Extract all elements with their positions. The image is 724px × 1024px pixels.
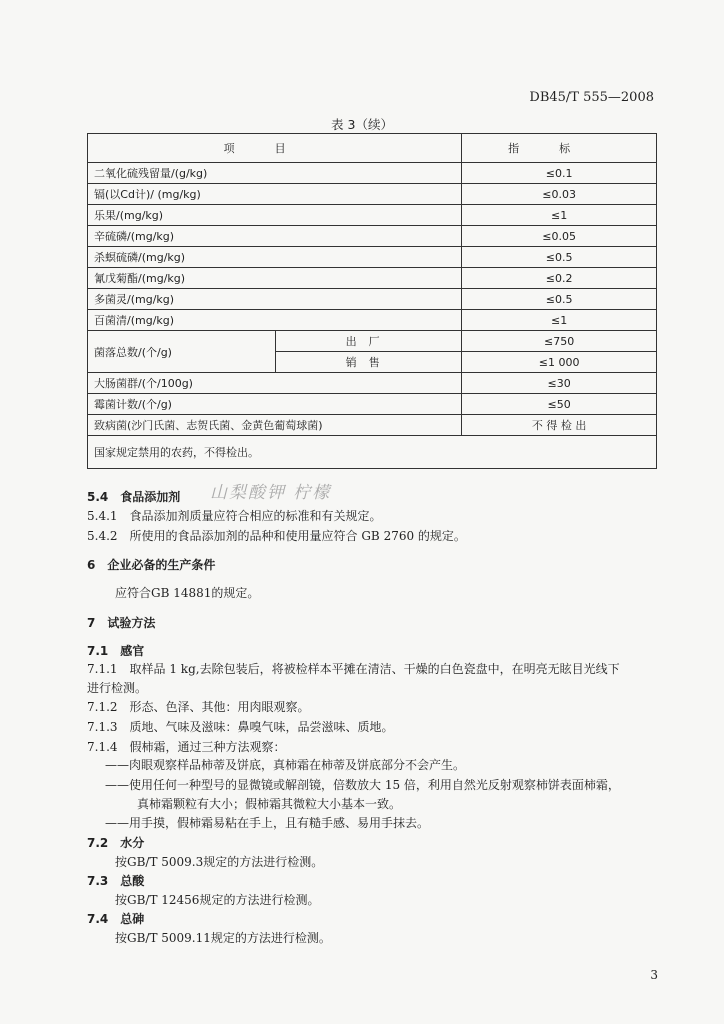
table-row: 二氧化硫残留量/(g/kg) ≤0.1 bbox=[88, 163, 657, 184]
table-row: 氰戊菊酯/(mg/kg) ≤0.2 bbox=[88, 268, 657, 289]
paragraph: 5.4.1 食品添加剂质量应符合相应的标准和有关规定。 bbox=[87, 509, 382, 523]
list-item: ——使用任何一种型号的显微镜或解剖镜，倍数放大 15 倍，利用自然光反射观察柿饼表面柿霜， bbox=[105, 778, 620, 792]
paragraph: 应符合GB 14881的规定。 bbox=[115, 586, 260, 600]
table-row: 辛硫磷/(mg/kg) ≤0.05 bbox=[88, 226, 657, 247]
table-row: 大肠菌群/(个/100g) ≤30 bbox=[88, 373, 657, 394]
spec-table bbox=[87, 133, 657, 469]
table-caption: 表 3（续） bbox=[331, 117, 393, 132]
column-header-item: 项目 bbox=[88, 134, 462, 163]
paragraph: 按GB/T 12456规定的方法进行检测。 bbox=[115, 893, 320, 907]
table-row: 霉菌计数/(个/g) ≤50 bbox=[88, 394, 657, 415]
paragraph: 按GB/T 5009.3规定的方法进行检测。 bbox=[115, 855, 324, 869]
table-row: 菌落总数/(个/g) 出厂 ≤750 bbox=[88, 331, 657, 352]
paragraph: 7.1.2 形态、色泽、其他：用肉眼观察。 bbox=[87, 700, 310, 714]
table-header bbox=[88, 134, 657, 163]
section-heading: 5.4 食品添加剂 bbox=[87, 490, 181, 504]
section-heading: 7.1 感官 bbox=[87, 644, 145, 658]
table-row: 销售 ≤1 000 bbox=[88, 352, 657, 373]
paragraph: 7.1.3 质地、气味及滋味：鼻嗅气味，品尝滋味、质地。 bbox=[87, 720, 394, 734]
paragraph: 进行检测。 bbox=[87, 681, 148, 695]
paragraph: 7.1.1 取样品 1 kg,去除包装后，将被检样本平摊在清洁、干燥的白色瓷盘中，在明亮无眩目光线下 bbox=[87, 662, 620, 676]
section-heading: 7.3 总酸 bbox=[87, 874, 145, 888]
list-item: ——肉眼观察样品柿蒂及饼底，真柿霜在柿蒂及饼底部分不会产生。 bbox=[105, 758, 466, 772]
column-header-value: 指标 bbox=[462, 134, 657, 163]
section-heading: 7.2 水分 bbox=[87, 836, 145, 850]
paragraph: 7.1.4 假柿霜，通过三种方法观察： bbox=[87, 740, 286, 754]
list-item: 真柿霜颗粒有大小；假柿霜其微粒大小基本一致。 bbox=[137, 797, 402, 811]
page-number: 3 bbox=[650, 968, 658, 982]
paragraph: 5.4.2 所使用的食品添加剂的品种和使用量应符合 GB 2760 的规定。 bbox=[87, 529, 466, 543]
table-row: 镉(以Cd计)/ (mg/kg) ≤0.03 bbox=[88, 184, 657, 205]
list-item: ——用手摸，假柿霜易粘在手上，且有糙手感、易用手抹去。 bbox=[105, 816, 430, 830]
handwritten-signature: 山梨酸钾 柠檬 bbox=[210, 483, 332, 503]
section-heading: 7 试验方法 bbox=[87, 616, 156, 630]
table-note-row: 国家规定禁用的农药，不得检出。 bbox=[88, 436, 657, 469]
table-row: 乐果/(mg/kg) ≤1 bbox=[88, 205, 657, 226]
section-heading: 6 企业必备的生产条件 bbox=[87, 558, 216, 572]
paragraph: 按GB/T 5009.11规定的方法进行检测。 bbox=[115, 931, 331, 945]
table-row: 多菌灵/(mg/kg) ≤0.5 bbox=[88, 289, 657, 310]
table-row: 杀螟硫磷/(mg/kg) ≤0.5 bbox=[88, 247, 657, 268]
table-row: 致病菌(沙门氏菌、志贺氏菌、金黄色葡萄球菌) 不 得 检 出 bbox=[88, 415, 657, 436]
standard-number: DB45/T 555—2008 bbox=[529, 90, 654, 105]
table-row: 百菌清/(mg/kg) ≤1 bbox=[88, 310, 657, 331]
section-heading: 7.4 总砷 bbox=[87, 912, 145, 926]
